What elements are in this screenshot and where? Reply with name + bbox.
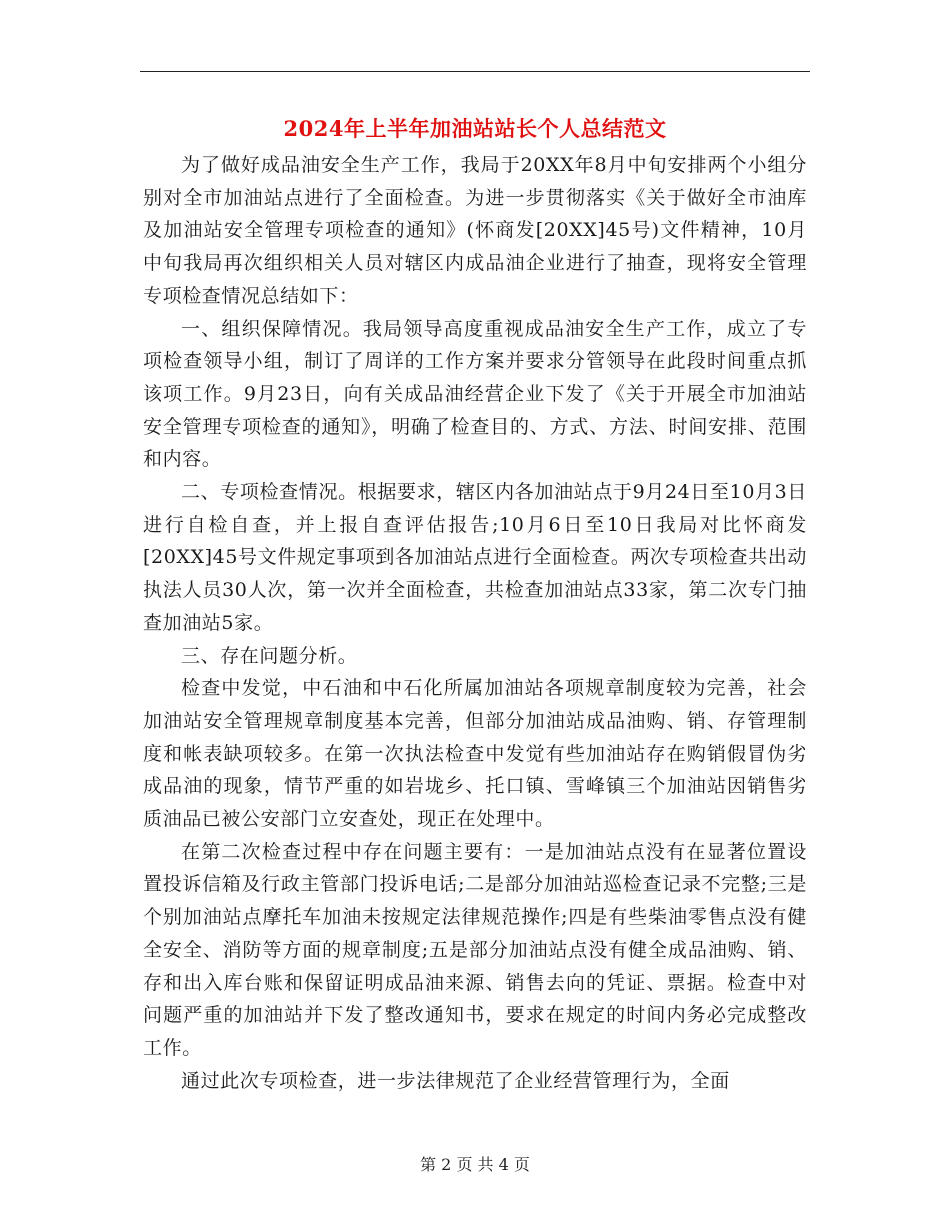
paragraph-conclusion: 通过此次专项检查，进一步法律规范了企业经营管理行为，全面 — [181, 1069, 730, 1092]
document-body — [143, 149, 807, 1097]
page-number-footer: 第 2 页 共 4 页 — [420, 1155, 530, 1174]
document-title: 2024年上半年加油站站长个人总结范文 — [283, 116, 667, 141]
paragraph-organization: 一、组织保障情况。我局领导高度重视成品油安全生产工作，成立了专项检查领导小组，制订了周详的工作方案并要求分管领导在此段时间重点抓该项工作。9月23日，向有关成品油经营企业下发了《关于开展全市加油站安全管理专项检查的通知》，明确了检查目的、方式、方法、时间安排、范围和内容。 — [143, 317, 807, 471]
header-rule — [140, 71, 810, 72]
paragraph-findings: 检查中发觉，中石油和中石化所属加油站各项规章制度较为完善，社会加油站安全管理规章制度基本完善，但部分加油站成品油购、销、存管理制度和帐表缺项较多。在第一次执法检查中发觉有些加油站存在购销假冒伪劣成品油的现象，情节严重的如岩垅乡、托口镇、雪峰镇三个加油站因销售劣质油品已被公安部门立安查处，现正在处理中。 — [143, 677, 807, 831]
paragraph-intro: 为了做好成品油安全生产工作，我局于20XX年8月中旬安排两个小组分别对全市加油站点进行了全面检查。为进一步贯彻落实《关于做好全市油库及加油站安全管理专项检查的通知》(怀商发[20XX]45号)文件精神，10月中旬我局再次组织相关人员对辖区内成品油企业进行了抽查，现将安全管理专项检查情况总结如下： — [143, 154, 807, 307]
paragraph-second-inspection: 在第二次检查过程中存在问题主要有：一是加油站点没有在显著位置设置投诉信箱及行政主管部门投诉电话;二是部分加油站巡检查记录不完整;三是个别加油站点摩托车加油未按规定法律规范操作;四是有些柴油零售点没有健全安全、消防等方面的规章制度;五是部分加油站点没有健全成品油购、销、存和出入库台账和保留证明成品油来源、销售去向的凭证、票据。检查中对问题严重的加油站并下发了整改通知书，要求在规定的时间内务必完成整改工作。 — [143, 840, 807, 1059]
section-heading-problems: 三、存在问题分析。 — [181, 644, 358, 667]
paragraph-inspection: 二、专项检查情况。根据要求，辖区内各加油站点于9月24日至10月3日进行自检自查，并上报自查评估报告;10月6日至10日我局对比怀商发[20XX]45号文件规定事项到各加油站点进行全面检查。两次专项检查共出动执法人员30人次，第一次并全面检查，共检查加油站点33家，第二次专门抽查加油站5家。 — [143, 481, 807, 634]
